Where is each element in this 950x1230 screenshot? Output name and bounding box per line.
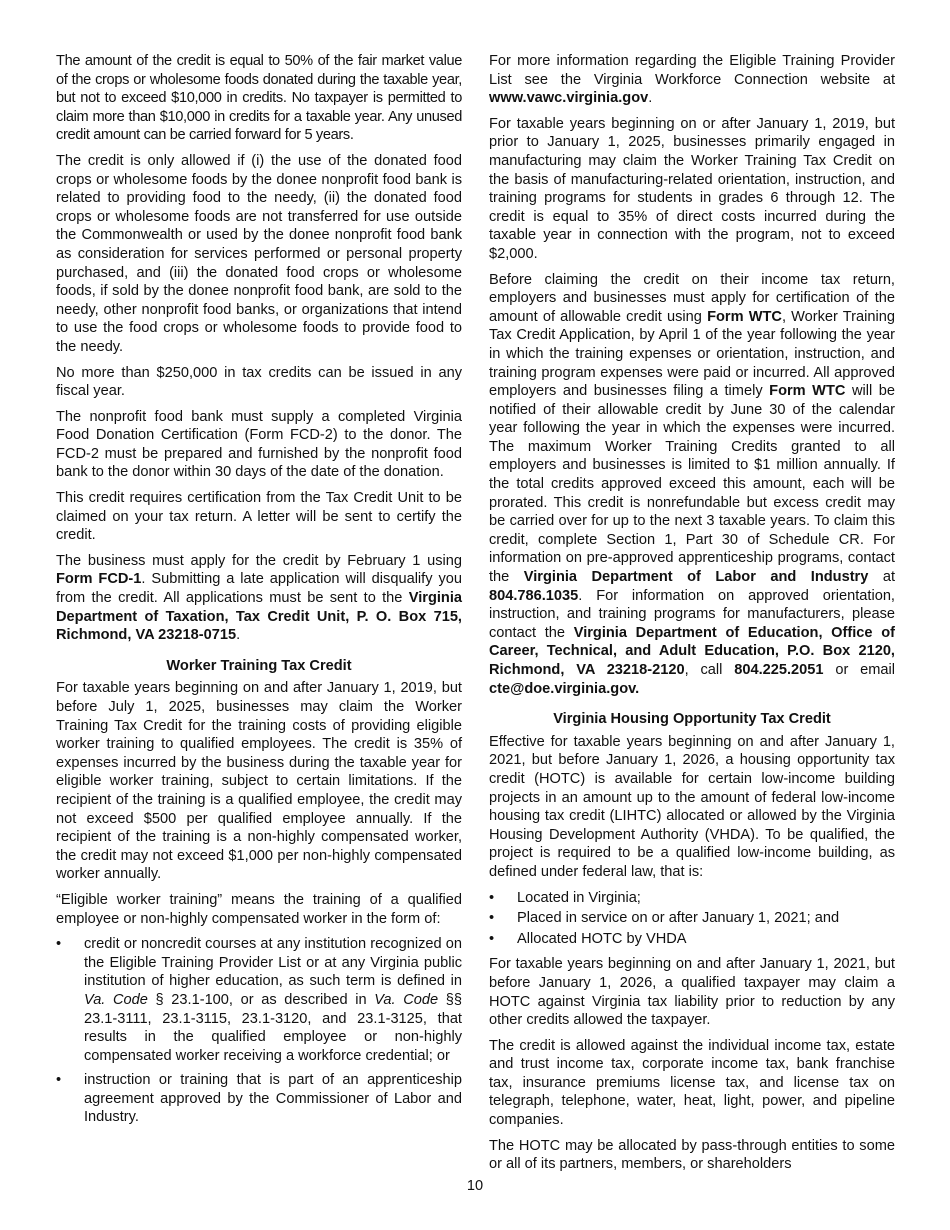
- paragraph: The nonprofit food bank must supply a completed Virginia Food Donation Certification (Form FCD-2) to the donor. The FCD-2 must be prepared and furnished by the nonprofit food bank to the donor within 30 days of the date of the donation.: [56, 408, 462, 481]
- bullet-icon: •: [489, 930, 495, 947]
- paragraph: The amount of the credit is equal to 50% of the fair market value of the crops or wholesome foods donated during the taxable year, but not to exceed $10,000 in credits. No taxpayer is permitted to claim more than $10,000 in credits for a taxable year. Any unused credit amount can be carried forward for 5 years.: [56, 53, 462, 144]
- paragraph: The business must apply for the credit by February 1 using Form FCD-1. Submitting a late application will disqualify you from the credit. All applications must be sent to the Virginia Department of Taxation, Tax Credit Unit, P. O. Box 715, Richmond, VA 23218-0715.: [56, 552, 462, 644]
- website-link[interactable]: www.vawc.virginia.gov: [489, 90, 649, 107]
- bullet-icon: •: [489, 889, 495, 906]
- email-link[interactable]: cte@doe.virginia.gov.: [489, 680, 640, 697]
- paragraph: Before claiming the credit on their income tax return, employers and businesses must apply for certification of the amount of allowable credit using Form WTC, Worker Training Tax Credit Application, by April 1 of the year following the year in which the training expenses or orientation, instruction, and training program expenses were paid or incurred. All approved employers and businesses filing a timely Form WTC will be notified of their allowable credit by June 30 of the calendar year following the year in which the expenses were incurred. The maximum Worker Training Credits granted to all employers and businesses is limited to $1 million annually. If the total credits approved exceed this amount, each will be prorated. This credit is nonrefundable but excess credit may be carried over for up to the next 3 taxable years. To claim this credit, complete Section 1, Part 30 of Schedule CR. For information on pre-approved apprenticeship programs, contact the Virginia Department of Labor and Industry at 804.786.1035. For information on approved orientation, instruction, and training programs for manufacturers, please contact the Virginia Department of Education, Office of Career, Technical, and Adult Education, P.O. Box 2120, Richmond, VA 23218-2120, call 804.225.2051 or email cte@doe.virginia.gov.: [489, 271, 896, 697]
- paragraph: The credit is only allowed if (i) the use of the donated food crops or wholesome foods by the donee nonprofit food bank is related to providing food to the needy, (ii) the donated food crops or wholesome foods are not transferred for use outside the Commonwealth or used by the donee nonprofit food bank as consideration for services performed or personal property purchased, and (iii) the donated food crops or wholesome foods, if sold by the donee nonprofit food bank, are sold to the needy, other nonprofit food banks, or organizations that intend to use the food crops or wholesome foods to provide food to the needy.: [56, 152, 462, 355]
- bullet-icon: •: [489, 910, 495, 927]
- form-name: Form FCD-1: [56, 571, 142, 588]
- paragraph: The credit is allowed against the individual income tax, estate and trust income tax, corporate income tax, bank franchise tax, insurance premiums license tax, and license tax on telegraph, telephone, water, heat, light, power, and pipeline companies.: [489, 1037, 895, 1129]
- paragraph: Effective for taxable years beginning on and after January 1, 2021, but before January 1, 2026, a housing opportunity tax credit (HOTC) is available for certain low-income building projects in an amount up to the amount of federal low-income housing tax credit (LIHTC) allocated or allowed by the Virginia Housing Development Authority (VHDA). To be qualified, the project is required to be a qualified low-income building, as defined under federal law, that is:: [489, 733, 895, 880]
- section-heading: Virginia Housing Opportunity Tax Credit: [553, 711, 831, 728]
- left-column: [56, 52, 462, 1134]
- section-heading: Worker Training Tax Credit: [166, 657, 352, 674]
- paragraph: For more information regarding the Eligible Training Provider List see the Virginia Workforce Connection website at www.vawc.virginia.gov.: [489, 53, 895, 107]
- bullet-icon: •: [56, 1072, 62, 1089]
- paragraph: This credit requires certification from the Tax Credit Unit to be claimed on your tax return. A letter will be sent to certify the credit.: [56, 490, 462, 544]
- bullet-icon: •: [56, 936, 62, 953]
- list-item: • Located in Virginia;: [489, 889, 641, 906]
- list-item: • Placed in service on or after January 1, 2021; and: [489, 910, 840, 927]
- paragraph: For taxable years beginning on and after January 1, 2019, but before July 1, 2025, businesses may claim the Worker Training Tax Credit for the training costs of providing eligible worker training to qualified employees. The credit is 35% of expenses incurred by the business during the taxable year for eligible worker training, subject to certain limitations. If the recipient of the training is a qualified employee, the credit may not exceed $500 per qualified employee annually. If the recipient of the training is a non-highly compensated worker, the credit may not exceed $1,000 per non-highly compensated worker annually.: [56, 680, 462, 883]
- right-column: [489, 52, 895, 1181]
- paragraph: For taxable years beginning on or after January 1, 2019, but prior to January 1, 2025, businesses primarily engaged in manufacturing may claim the Worker Training Tax Credit on the basis of manufacturing-related orientation, instruction, and training programs for students in grades 6 through 12. The credit is equal to 35% of direct costs incurred during the taxable year in connection with the program, not to exceed $2,000.: [489, 115, 895, 262]
- bullet-list: [489, 889, 895, 949]
- list-item: • instruction or training that is part of an apprenticeship agreement approved by the Commissioner of Labor and Industry.: [56, 1072, 462, 1126]
- page-number: 10: [466, 1178, 484, 1194]
- paragraph: No more than $250,000 in tax credits can be issued in any fiscal year.: [56, 364, 462, 400]
- paragraph: “Eligible worker training” means the training of a qualified employee or non-highly compensated worker in the form of:: [56, 891, 462, 927]
- list-item: • Allocated HOTC by VHDA: [489, 930, 687, 947]
- paragraph: For taxable years beginning on and after January 1, 2021, but before January 1, 2026, a qualified taxpayer may claim a HOTC against Virginia tax liability prior to reduction by any other credits allowed the taxpayer.: [489, 956, 895, 1029]
- paragraph: The HOTC may be allocated by pass-through entities to some or all of its partners, members, or shareholders: [489, 1137, 895, 1173]
- mailing-address: Virginia Department of Taxation, Tax Credit Unit, P. O. Box 715, Richmond, VA 23218-0715: [56, 590, 462, 644]
- bullet-list: [56, 935, 462, 1127]
- list-item: • credit or noncredit courses at any institution recognized on the Eligible Training Provider List or at any Virginia public institution of higher education, as such term is defined in Va. Code § 23.1-100, or as described in Va. Code §§ 23.1-3111, 23.1-3115, 23.1-3120, and 23.1-3125, that results in the qualified employee or non-highly compensated worker receiving a workforce credential; or: [56, 936, 462, 1064]
